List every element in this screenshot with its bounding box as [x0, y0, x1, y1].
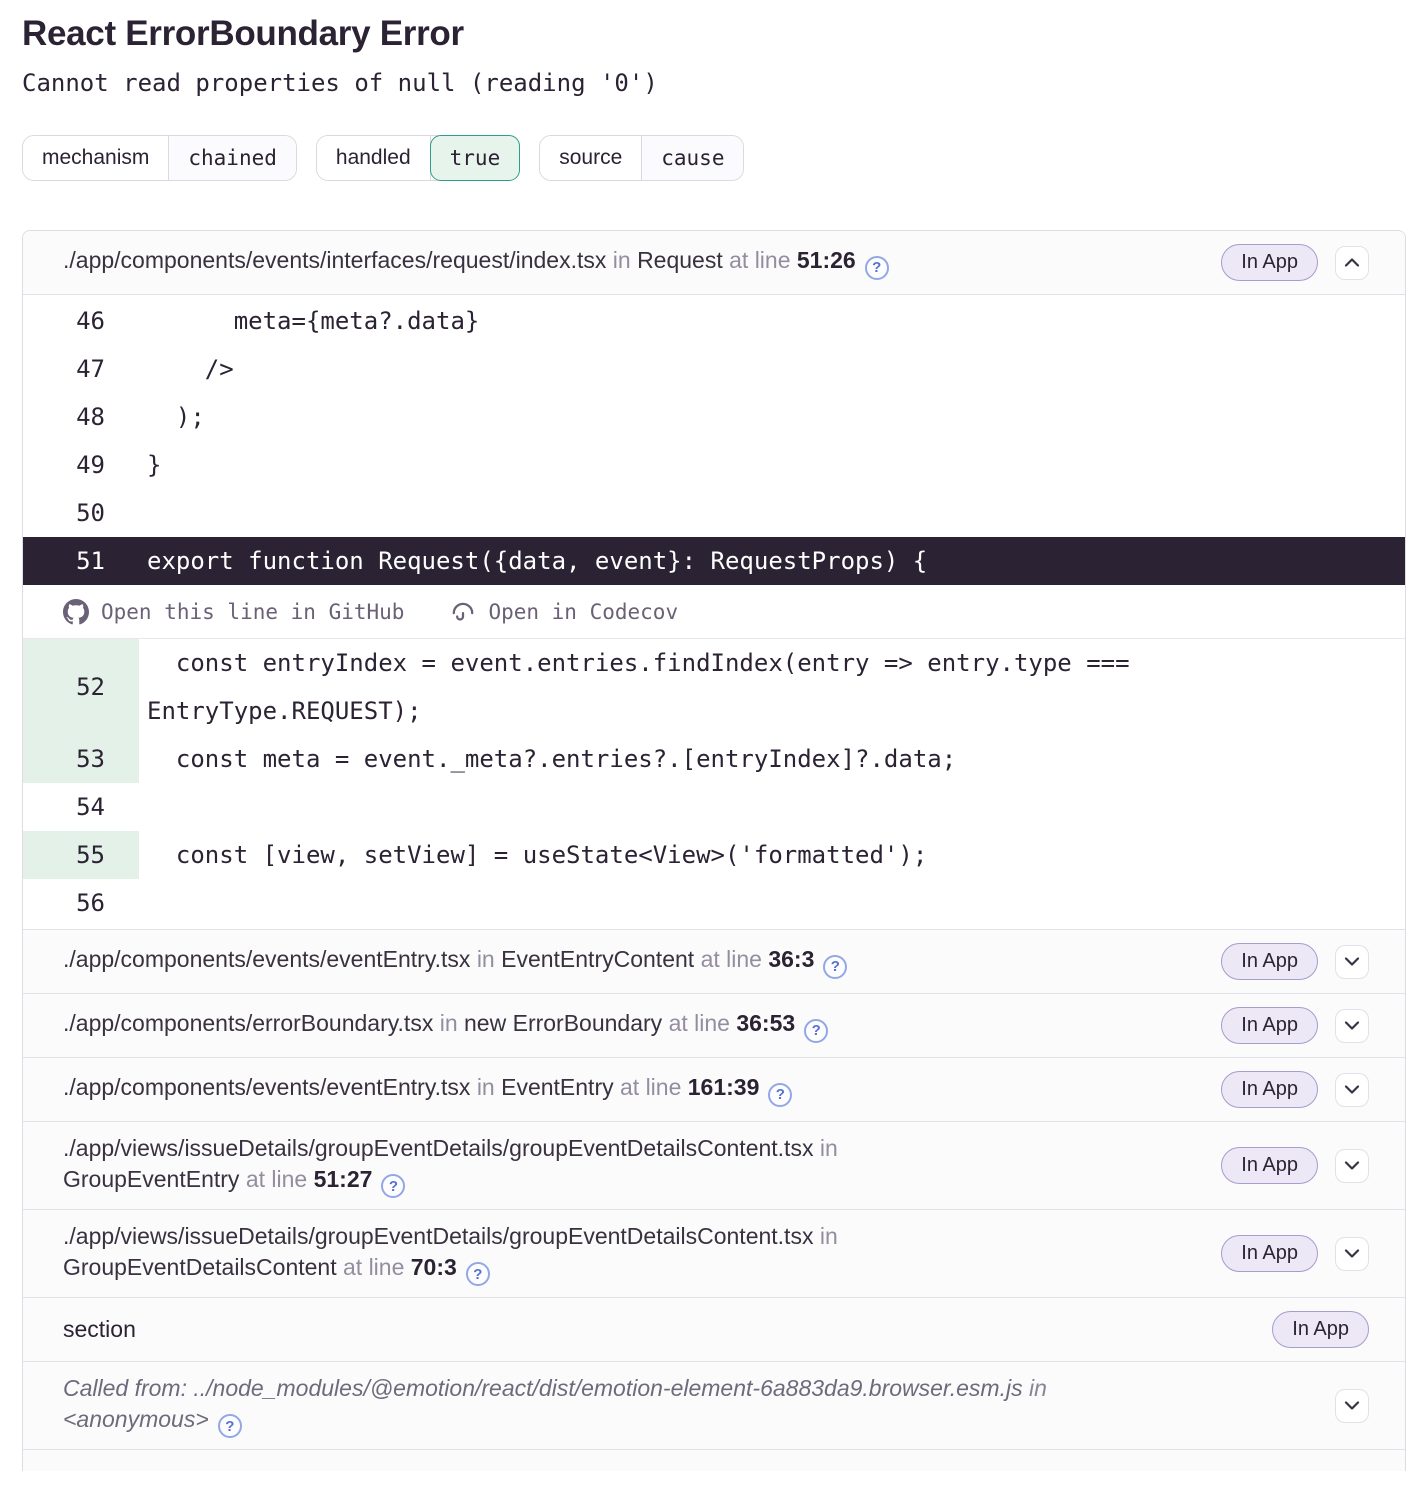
line-number-highlighted: 55 — [23, 831, 139, 879]
code-line — [23, 393, 1405, 441]
tag-handled[interactable] — [316, 135, 520, 181]
frame-title: Called from: ../node_modules/@emotion/react/dist/emotion-element-6a883da9.browser.esm.js in <anonymous> ? — [63, 1373, 1318, 1439]
open-in-codecov-link[interactable]: Open in Codecov — [450, 599, 678, 625]
tag-key: source — [540, 136, 642, 180]
help-icon[interactable]: ? — [823, 955, 847, 979]
frame-title: ./app/views/issueDetails/groupEventDetails/groupEventDetailsContent.tsx in GroupEventEntry at line 51:27 ? — [63, 1133, 1221, 1199]
code-text: /> — [147, 355, 234, 383]
code-text — [139, 489, 1405, 537]
help-icon[interactable]: ? — [865, 256, 889, 280]
line-number: 49 — [76, 451, 105, 479]
tag-list — [22, 135, 1406, 181]
frame-path: ./app/components/events/eventEntry.tsx — [63, 1074, 471, 1101]
codecov-icon — [450, 599, 476, 625]
tag-value-highlighted: true — [430, 135, 521, 181]
code-line — [23, 297, 1405, 345]
tag-source[interactable] — [539, 135, 744, 181]
frame-path: ./app/components/errorBoundary.tsx — [63, 1010, 434, 1037]
frame-line-number: 161:39 — [687, 1074, 760, 1101]
help-icon[interactable]: ? — [381, 1174, 405, 1198]
frame-line-number: 51:27 — [313, 1165, 373, 1192]
error-detail-page — [22, 14, 1406, 1471]
frame-title: ./app/components/events/eventEntry.tsx in EventEntry at line 161:39 ? — [63, 1072, 1221, 1107]
stack-frame-header-expanded[interactable] — [23, 231, 1405, 295]
stack-frame-row-partial[interactable] — [23, 1450, 1405, 1471]
code-text — [139, 783, 1405, 831]
in-app-badge[interactable]: In App — [1221, 1007, 1318, 1044]
error-message: Cannot read properties of null (reading '0') — [22, 69, 658, 97]
code-text: export function Request({data, event}: RequestProps) { — [147, 547, 928, 575]
frame-line-number: 51:26 — [796, 247, 856, 274]
help-icon[interactable]: ? — [218, 1414, 242, 1438]
code-text: ); — [147, 403, 205, 431]
frame-title: ./app/components/errorBoundary.tsx in new ErrorBoundary at line 36:53 ? — [63, 1008, 1221, 1043]
expand-frame-button[interactable] — [1335, 945, 1369, 979]
code-line — [23, 639, 1405, 735]
code-text: } — [147, 451, 162, 479]
collapse-frame-button[interactable] — [1335, 246, 1369, 280]
stack-frame-row-section[interactable] — [23, 1298, 1405, 1362]
line-number-highlighted: 52 — [23, 639, 139, 735]
frame-function: EventEntryContent — [501, 946, 695, 973]
chevron-down-icon — [1344, 957, 1360, 966]
help-icon[interactable]: ? — [804, 1019, 828, 1043]
in-app-badge[interactable]: In App — [1221, 244, 1318, 281]
open-in-github-link[interactable]: Open this line in GitHub — [63, 599, 404, 625]
expand-frame-button[interactable] — [1335, 1073, 1369, 1107]
frame-path: ./app/components/events/eventEntry.tsx — [63, 946, 471, 973]
frame-function: GroupEventDetailsContent — [63, 1253, 337, 1280]
chevron-down-icon — [1344, 1021, 1360, 1030]
line-number: 56 — [76, 889, 105, 917]
chevron-up-icon — [1344, 258, 1360, 267]
frame-function: EventEntry — [501, 1074, 614, 1101]
code-text: const meta = event._meta?.entries?.[entryIndex]?.data; — [147, 745, 957, 773]
line-number: 46 — [76, 307, 105, 335]
stack-frame-row-called-from[interactable] — [23, 1362, 1405, 1450]
in-app-badge[interactable]: In App — [1221, 1071, 1318, 1108]
tag-value: chained — [169, 136, 296, 180]
code-text — [139, 879, 1405, 927]
stack-frame-row[interactable] — [23, 1122, 1405, 1210]
frame-function: Request — [637, 247, 723, 274]
expand-frame-button[interactable] — [1335, 1389, 1369, 1423]
stack-frame-row[interactable] — [23, 1210, 1405, 1298]
stack-trace-panel — [22, 230, 1406, 1471]
frame-section-label: section — [63, 1316, 136, 1342]
frame-title: ./app/views/issueDetails/groupEventDetails/groupEventDetailsContent.tsx in GroupEventDetailsContent at line 70:3 ? — [63, 1221, 1221, 1287]
line-number-highlighted: 53 — [23, 735, 139, 783]
help-icon[interactable]: ? — [466, 1262, 490, 1286]
in-app-badge[interactable]: In App — [1221, 1147, 1318, 1184]
frame-path: ./app/views/issueDetails/groupEventDetails/groupEventDetailsContent.tsx — [63, 1222, 814, 1249]
line-number: 48 — [76, 403, 105, 431]
tag-key: handled — [317, 136, 431, 180]
code-line — [23, 735, 1405, 783]
frame-function: <anonymous> — [63, 1405, 209, 1432]
code-text: const entryIndex = event.entries.findIndex(entry => entry.type === EntryType.REQUEST); — [147, 649, 1145, 725]
frame-title: ./app/components/events/eventEntry.tsx in EventEntryContent at line 36:3 ? — [63, 944, 1221, 979]
chevron-down-icon — [1344, 1401, 1360, 1410]
stack-frame-row[interactable] — [23, 930, 1405, 994]
frame-path: ./app/views/issueDetails/groupEventDetails/groupEventDetailsContent.tsx — [63, 1134, 814, 1161]
expand-frame-button[interactable] — [1335, 1149, 1369, 1183]
line-number: 54 — [76, 793, 105, 821]
in-app-badge[interactable]: In App — [1272, 1311, 1369, 1348]
frame-function: new ErrorBoundary — [464, 1010, 663, 1037]
frame-line-number: 36:53 — [736, 1010, 796, 1037]
tag-mechanism[interactable] — [22, 135, 297, 181]
frame-line-number: 70:3 — [410, 1253, 457, 1280]
code-actions-row — [23, 585, 1405, 639]
code-line — [23, 783, 1405, 831]
tag-value: cause — [642, 136, 743, 180]
in-app-badge[interactable]: In App — [1221, 943, 1318, 980]
code-text: meta={meta?.data} — [147, 307, 480, 335]
in-app-badge[interactable]: In App — [1221, 1235, 1318, 1272]
frame-line-number: 36:3 — [768, 946, 815, 973]
expand-frame-button[interactable] — [1335, 1237, 1369, 1271]
chevron-down-icon — [1344, 1249, 1360, 1258]
help-icon[interactable]: ? — [768, 1083, 792, 1107]
code-text: const [view, setView] = useState<View>('formatted'); — [147, 841, 928, 869]
line-number: 50 — [76, 499, 105, 527]
expand-frame-button[interactable] — [1335, 1009, 1369, 1043]
code-line — [23, 831, 1405, 879]
code-line — [23, 489, 1405, 537]
frame-path: ../node_modules/@emotion/react/dist/emotion-element-6a883da9.browser.esm.js — [193, 1374, 1023, 1401]
frame-function: GroupEventEntry — [63, 1165, 240, 1192]
line-number: 47 — [76, 355, 105, 383]
code-line-active — [23, 537, 1405, 585]
line-number: 51 — [76, 547, 105, 575]
code-line — [23, 879, 1405, 927]
code-context — [23, 295, 1405, 930]
code-line — [23, 441, 1405, 489]
github-icon — [63, 599, 89, 625]
frame-title: ./app/components/events/interfaces/request/index.tsx in Request at line 51:26 ? — [63, 245, 1221, 280]
chevron-down-icon — [1344, 1161, 1360, 1170]
stack-frame-row[interactable] — [23, 994, 1405, 1058]
frame-path: ./app/components/events/interfaces/request/index.tsx — [63, 247, 607, 274]
page-title: React ErrorBoundary Error — [22, 14, 464, 53]
called-from-label: Called from: — [63, 1374, 187, 1401]
stack-frame-row[interactable] — [23, 1058, 1405, 1122]
code-line — [23, 345, 1405, 393]
tag-key: mechanism — [23, 136, 169, 180]
chevron-down-icon — [1344, 1085, 1360, 1094]
